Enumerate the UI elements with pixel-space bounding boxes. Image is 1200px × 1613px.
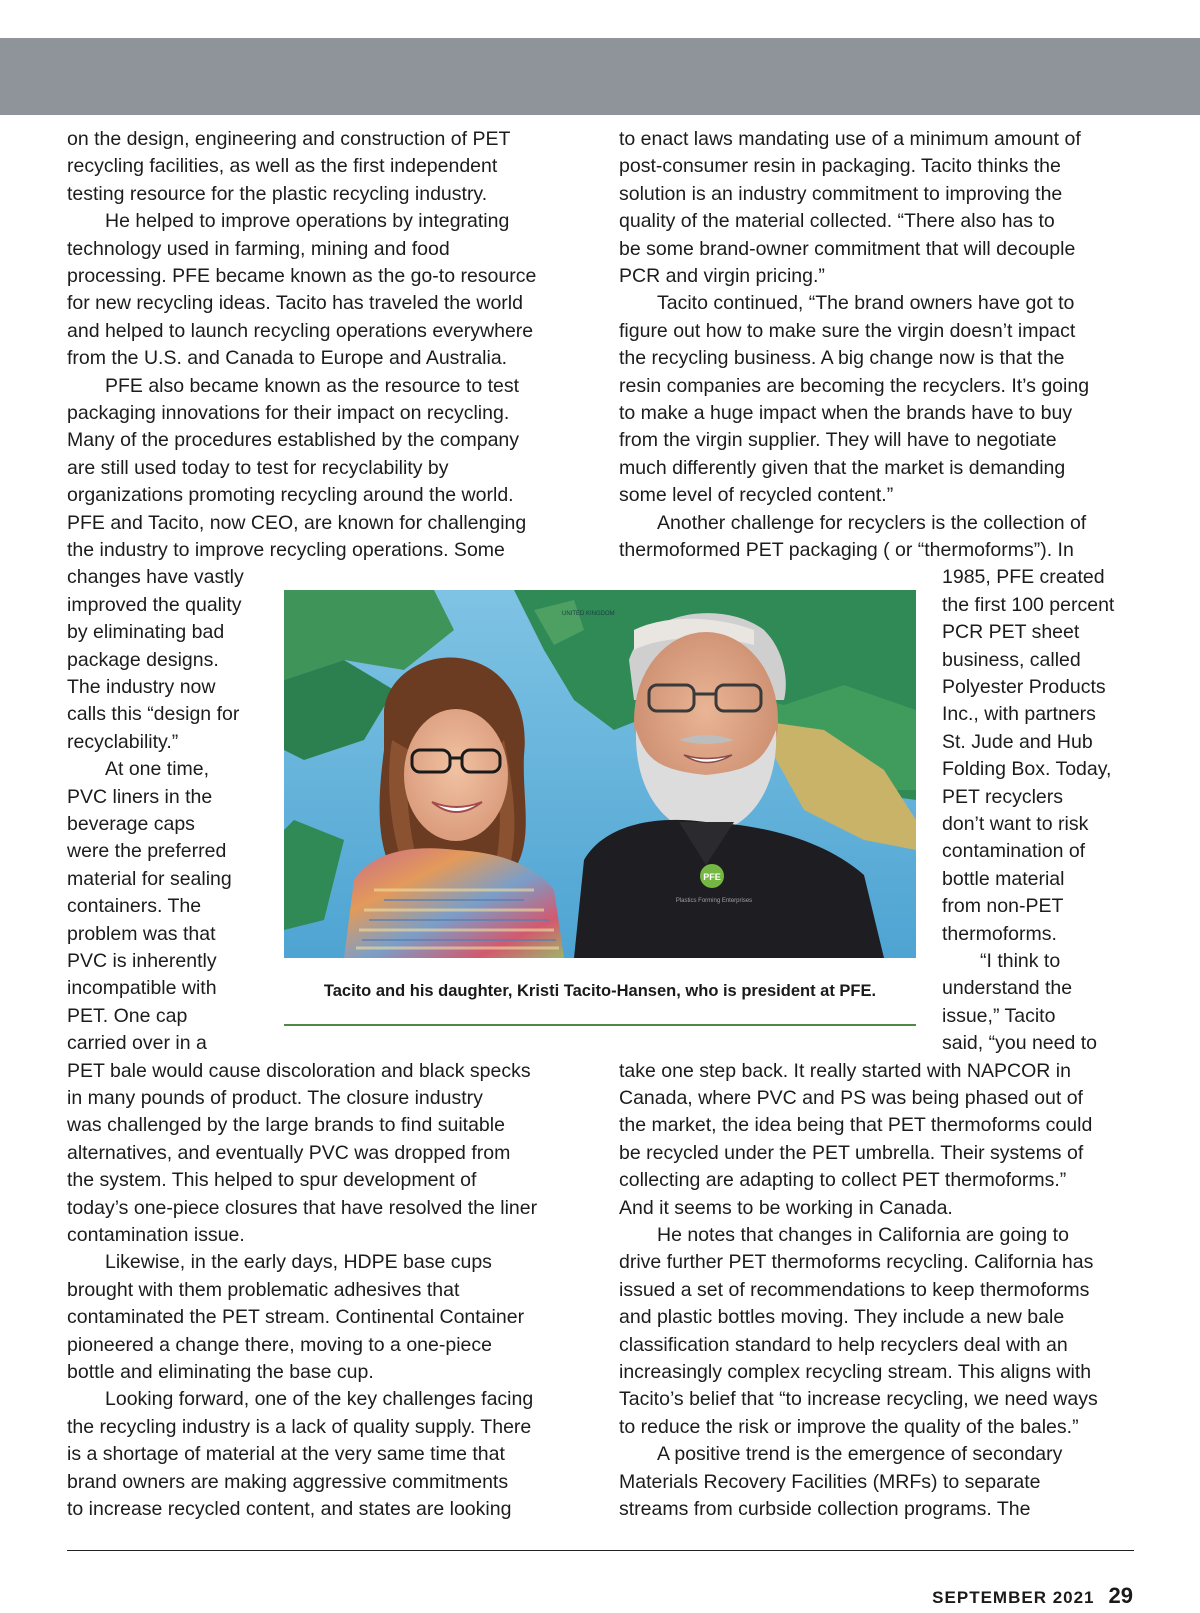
text-line: be recycled under the PET umbrella. Their systems of — [619, 1141, 1084, 1164]
text-line: Inc., with partners — [942, 703, 1096, 726]
text-line: the market, the idea being that PET thermoforms could — [619, 1114, 1093, 1137]
text-line: PET bale would cause discoloration and black specks — [67, 1059, 531, 1082]
text-line: recyclability.” — [67, 730, 179, 753]
text-line: “I think to — [980, 950, 1061, 972]
text-line: alternatives, and eventually PVC was dropped from — [67, 1141, 511, 1164]
text-line: figure out how to make sure the virgin doesn’t impact — [619, 319, 1076, 342]
text-line: technology used in farming, mining and food — [67, 237, 450, 260]
footer-divider — [67, 1550, 1134, 1551]
text-line: take one step back. It really started with NAPCOR in — [619, 1059, 1071, 1082]
text-line: PVC is inherently — [67, 950, 217, 972]
text-line: the system. This helped to spur development of — [67, 1169, 477, 1192]
text-line: carried over in a — [67, 1032, 207, 1055]
text-line: 1985, PFE created — [942, 566, 1105, 589]
text-line: Polyester Products — [942, 676, 1106, 698]
text-line: understand the — [942, 977, 1073, 1000]
text-line: package designs. — [67, 648, 219, 671]
text-line: to enact laws mandating use of a minimum amount of — [619, 128, 1081, 150]
shirt-logo: PFE — [703, 872, 721, 882]
text-line: to increase recycled content, and states are looking — [67, 1498, 512, 1520]
text-line: is a shortage of material at the very same time that — [67, 1443, 505, 1466]
text-line: containers. The — [67, 895, 202, 918]
text-line: the recycling business. A big change now is that the — [619, 347, 1065, 370]
text-line: some level of recycled content.” — [619, 484, 894, 507]
text-line: At one time, — [105, 758, 210, 781]
text-line: classification standard to help recyclers deal with an — [619, 1333, 1068, 1356]
text-line: said, “you need to — [942, 1032, 1098, 1055]
text-line: bottle material — [942, 867, 1065, 890]
text-line: St. Jude and Hub — [942, 730, 1093, 753]
text-line: and helped to launch recycling operations everywhere — [67, 319, 534, 342]
text-line: Canada, where PVC and PS was being phased out of — [619, 1087, 1083, 1109]
text-line: increasingly complex recycling stream. This aligns with — [619, 1361, 1092, 1383]
text-line: for new recycling ideas. Tacito has traveled the world — [67, 292, 523, 315]
text-line: contamination issue. — [67, 1224, 245, 1246]
text-line: testing resource for the plastic recycling industry. — [67, 182, 488, 205]
map-label: UNITED KINGDOM — [562, 611, 615, 617]
text-line: Many of the procedures established by the company — [67, 429, 520, 452]
text-line: on the design, engineering and construction of PET — [67, 128, 511, 150]
text-line: the first 100 percent — [942, 593, 1115, 616]
text-line: PET recyclers — [942, 785, 1063, 808]
text-line: PFE and Tacito, now CEO, are known for challenging — [67, 511, 527, 534]
text-line: processing. PFE became known as the go-to resource — [67, 265, 537, 287]
photo-image — [284, 590, 916, 958]
text-line: thermoformed PET packaging ( or “thermoforms”). In — [619, 539, 1074, 561]
caption-divider — [284, 1024, 916, 1026]
text-line: don’t want to risk — [942, 813, 1089, 835]
issue-date: SEPTEMBER 2021 — [932, 1588, 1095, 1607]
text-line: today’s one-piece closures that have resolved the liner — [67, 1196, 538, 1219]
text-line: organizations promoting recycling around the world. — [67, 484, 514, 507]
text-line: He notes that changes in California are going to — [657, 1224, 1069, 1246]
text-line: PET. One cap — [67, 1004, 188, 1027]
text-line: material for sealing — [67, 867, 232, 890]
shirt-text: Plastics Forming Enterprises — [675, 898, 753, 904]
text-line: packaging innovations for their impact on recycling. — [67, 402, 510, 424]
text-line: Tacito’s belief that “to increase recycling, we need ways — [619, 1388, 1098, 1411]
text-line: and plastic bottles moving. They include a new bale — [619, 1306, 1065, 1329]
text-line: He helped to improve operations by integrating — [105, 210, 510, 233]
header-band — [0, 38, 1200, 115]
text-line: Another challenge for recyclers is the collection of — [657, 511, 1087, 534]
text-line: PCR and virgin pricing.” — [619, 265, 825, 287]
text-line: Looking forward, one of the key challenges facing — [105, 1388, 534, 1411]
text-line: Folding Box. Today, — [942, 758, 1112, 781]
photo-caption: Tacito and his daughter, Kristi Tacito-Hansen, who is president at PFE. — [323, 982, 877, 1000]
text-line: improved the quality — [67, 593, 242, 616]
text-line: Tacito continued, “The brand owners have got to — [657, 292, 1075, 315]
text-line: Likewise, in the early days, HDPE base cups — [105, 1251, 492, 1274]
text-line: were the preferred — [67, 840, 227, 863]
text-line: beverage caps — [67, 813, 195, 835]
text-line: post-consumer resin in packaging. Tacito thinks the — [619, 155, 1061, 178]
text-line: the industry to improve recycling operations. Some — [67, 539, 505, 561]
text-line: streams from curbside collection programs. The — [619, 1498, 1031, 1520]
text-line: resin companies are becoming the recyclers. It’s going — [619, 374, 1090, 397]
text-line: brought with them problematic adhesives that — [67, 1278, 460, 1301]
text-line: The industry now — [67, 676, 216, 698]
text-line: Materials Recovery Facilities (MRFs) to separate — [619, 1470, 1041, 1493]
text-line: calls this “design for — [67, 703, 240, 726]
text-line: recycling facilities, as well as the first independent — [67, 155, 498, 178]
text-line: PFE also became known as the resource to test — [105, 374, 520, 397]
text-line: PCR PET sheet — [942, 621, 1080, 644]
text-line: And it seems to be working in Canada. — [619, 1196, 953, 1219]
text-line: was challenged by the large brands to find suitable — [67, 1114, 505, 1137]
text-line: brand owners are making aggressive commitments — [67, 1470, 509, 1493]
text-line: quality of the material collected. “There also has to — [619, 210, 1055, 233]
text-line: collecting are adapting to collect PET thermoforms.” — [619, 1169, 1067, 1192]
footer — [932, 1583, 1133, 1613]
text-line: issued a set of recommendations to keep thermoforms — [619, 1278, 1090, 1301]
text-line: to reduce the risk or improve the quality of the bales.” — [619, 1415, 1079, 1438]
text-line: bottle and eliminating the base cup. — [67, 1361, 374, 1383]
text-line: contamination of — [942, 840, 1086, 863]
text-line: be some brand-owner commitment that will decouple — [619, 237, 1076, 260]
text-line: in many pounds of product. The closure industry — [67, 1087, 483, 1109]
text-line: pioneered a change there, moving to a one-piece — [67, 1333, 492, 1356]
text-line: changes have vastly — [67, 566, 244, 589]
text-line: from non-PET — [942, 895, 1064, 918]
text-line: are still used today to test for recyclability by — [67, 456, 449, 479]
text-line: problem was that — [67, 922, 216, 945]
text-line: business, called — [942, 648, 1081, 671]
text-line: issue,” Tacito — [942, 1004, 1056, 1027]
text-line: A positive trend is the emergence of secondary — [657, 1443, 1063, 1466]
text-line: from the U.S. and Canada to Europe and Australia. — [67, 347, 508, 370]
text-line: from the virgin supplier. They will have to negotiate — [619, 429, 1057, 452]
text-line: incompatible with — [67, 977, 217, 1000]
page-number: 29 — [1108, 1583, 1133, 1608]
photo — [284, 590, 916, 958]
text-line: the recycling industry is a lack of quality supply. There — [67, 1415, 532, 1438]
text-line: solution is an industry commitment to improving the — [619, 182, 1063, 205]
text-line: PVC liners in the — [67, 785, 213, 808]
text-line: by eliminating bad — [67, 621, 225, 644]
text-line: contaminated the PET stream. Continental Container — [67, 1306, 525, 1329]
text-line: to make a huge impact when the brands have to buy — [619, 402, 1073, 424]
text-line: drive further PET thermoforms recycling. California has — [619, 1251, 1094, 1274]
text-line: much differently given that the market is demanding — [619, 456, 1066, 479]
text-line: thermoforms. — [942, 922, 1057, 945]
